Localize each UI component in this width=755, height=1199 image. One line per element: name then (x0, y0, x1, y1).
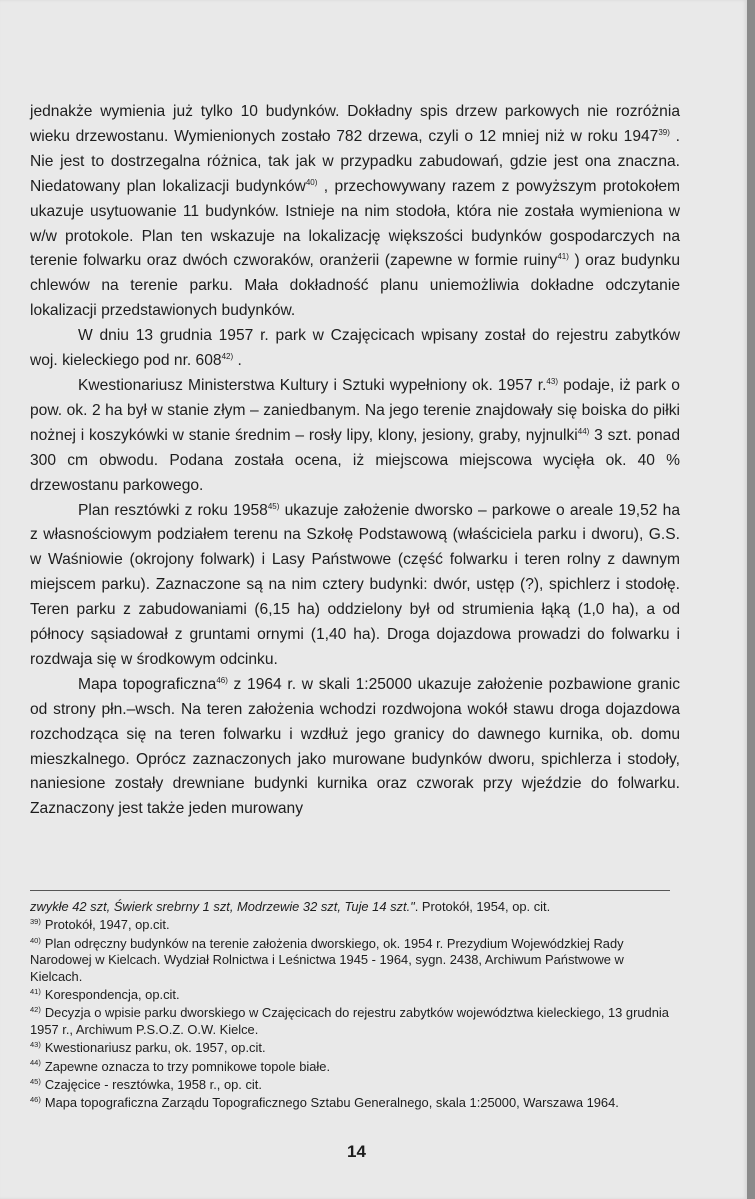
footnote-ref: 45) (267, 501, 280, 511)
text-run: z 1964 r. w skali 1:25000 ukazuje założenie pozbawione granic od strony płn.–wsch. Na teren założenia wchodzi rozdwojona wokół stawu droga dojazdowa rozchodząca się na teren folwarku i wzdłuż jego granicy do dawnego kurnika, ob. domu mieszkalnego. Oprócz zaznaczonych jako murowane budynków dworu, spichlerza i stodoły, naniesione zostały drewniane budynki kurnika oraz czworak przy wjeździe do folwarku. Zaznaczony jest także jeden murowany (30, 675, 680, 818)
footnote-text: Korespondencja, op.cit. (44, 987, 180, 1003)
footnote-number: 43) (30, 1039, 41, 1049)
text-run: 3 szt. ponad 300 cm obwodu. Podana została ocena, iż miejscowa miejscowa wycięła ok. 40 % drzewostanu parkowego. (30, 426, 680, 494)
footnote (30, 1005, 670, 1038)
footnote-text: Plan odręczny budynków na terenie założenia dworskiego, ok. 1954 r. Prezydium Wojewódzkiej Rady Narodowej w Kielcach. Wydział Rolnictwa i Leśnictwa 1945 - 1964, sygn. 2438, Archiwum Państwowe w Kielcach. (30, 935, 624, 984)
paragraph (30, 673, 680, 822)
footnote-ref: 39) (658, 127, 670, 137)
footnote-ref: 46) (216, 675, 228, 685)
text-run: . Nie jest to dostrzegalna różnica, tak jak w przypadku zabudowań, gdzie jest ona znaczna. Niedatowany plan lokalizacji budynków (30, 127, 680, 195)
text-run: Kwestionariusz Ministerstwa Kultury i Sztuki wypełniony ok. 1957 r. (78, 376, 547, 394)
footnote-number: 46) (30, 1095, 41, 1105)
text-run: Mapa topograficzna (78, 675, 217, 693)
footnote-ref: 43) (546, 376, 558, 386)
footnote-number: 42) (30, 1005, 41, 1015)
text-run: podaje, iż park o pow. ok. 2 ha był w stanie złym – zaniedbanym. Na jego terenie znajdowały się boiska do piłki nożnej i koszykówki w stanie średnim – rosły lipy, klony, jesiony, graby, nyjnulki (30, 376, 680, 444)
page-number: 14 (347, 1142, 366, 1161)
footnote-text: Mapa topograficzna Zarządu Topograficznego Sztabu Generalnego, skala 1:25000, Warszawa 1964. (44, 1095, 619, 1111)
footnote-number: 44) (30, 1058, 41, 1068)
text-run: ukazuje założenie dworsko – parkowe o areale 19,52 ha z własnościowym podziałem terenu na Szkołę Podstawową (właściciela parku i dworu), G.S. w Waśniowie (okrojony folwark) i Lasy Państwowe (część folwarku i teren rolny z dawnym miejscem parku). Zaznaczone są na nim cztery budynki: dwór, ustęp (?), spichlerz i stodołę. Teren parku z zabudowaniami (6,15 ha) oddzielony był od strumienia łąką (1,0 ha), a od północy sąsiadował z gruntami ornymi (1,40 ha). Droga dojazdowa prowadzi do folwarku i rozdwaja się w środkowym odcinku. (30, 501, 680, 668)
footnote (30, 1095, 670, 1111)
footnote-text: . Protokół, 1954, op. cit. (414, 899, 551, 914)
paragraph (30, 499, 680, 673)
footnote-ref: 41) (557, 252, 569, 262)
footnote-text: Protokół, 1947, op.cit. (44, 917, 170, 933)
footnote-number: 39) (30, 917, 41, 927)
footnote-ref: 42) (221, 351, 234, 361)
footnote (30, 899, 670, 915)
footnote-number: 41) (30, 986, 41, 996)
footnote-ref: 40) (305, 177, 318, 187)
text-run: W dniu 13 grudnia 1957 r. park w Czajęcicach wpisany został do rejestru zabytków woj. kieleckiego pod nr. 608 (30, 327, 680, 370)
text-run: Plan resztówki z roku 1958 (78, 501, 268, 519)
footnote-text: Kwestionariusz parku, ok. 1957, op.cit. (44, 1040, 266, 1056)
scan-edge-strip (747, 0, 755, 1199)
footnote-lead: zwykłe 42 szt, Świerk srebrny 1 szt, Modrzewie 32 szt, Tuje 14 szt." (30, 899, 415, 914)
paragraph (30, 374, 680, 499)
footnote-text: Decyzja o wpisie parku dworskiego w Czajęcicach do rejestru zabytków województwa kieleckiego, 13 grudnia 1957 r., Archiwum P.S.O.Z. O.W. Kielce. (30, 1005, 669, 1037)
text-run: , przechowywany razem z powyższym protokołem ukazuje usytuowanie 11 budynków. Istnieje na nim stodoła, która nie została wymieniona w w/w protokole. Plan ten wskazuje na lokalizację większości budynków gospodarczych na terenie folwarku oraz dwóch czworaków, oranżerii (zapewne w formie ruiny (30, 177, 680, 270)
footnote-ref: 44) (577, 426, 590, 436)
footnote-number: 45) (30, 1076, 41, 1086)
footnotes (30, 899, 670, 1114)
footnote-text: Zapewne oznacza to trzy pomnikowe topole białe. (44, 1058, 331, 1074)
footnote (30, 917, 670, 933)
footnote (30, 1040, 670, 1056)
text-run: . (233, 352, 242, 370)
footnote (30, 1077, 670, 1093)
footnote (30, 936, 670, 985)
footnote (30, 987, 670, 1003)
text-run: jednakże wymienia już tylko 10 budynków. Dokładny spis drzew parkowych nie rozróżnia wieku drzewostanu. Wymienionych zostało 782 drzewa, czyli o 12 mniej niż w roku 1947 (30, 103, 680, 145)
footnote-number: 40) (30, 935, 41, 945)
footnote-rule (30, 890, 670, 891)
footnote (30, 1059, 670, 1075)
paragraph (30, 100, 680, 324)
footnote-text: Czajęcice - resztówka, 1958 r., op. cit. (44, 1077, 262, 1093)
text-run: ) oraz budynku chlewów na terenie parku. Mała dokładność planu uniemożliwia dokładne odczytanie lokalizacji przedstawionych budynków. (30, 252, 681, 320)
main-text (30, 100, 680, 822)
paragraph (30, 324, 680, 374)
